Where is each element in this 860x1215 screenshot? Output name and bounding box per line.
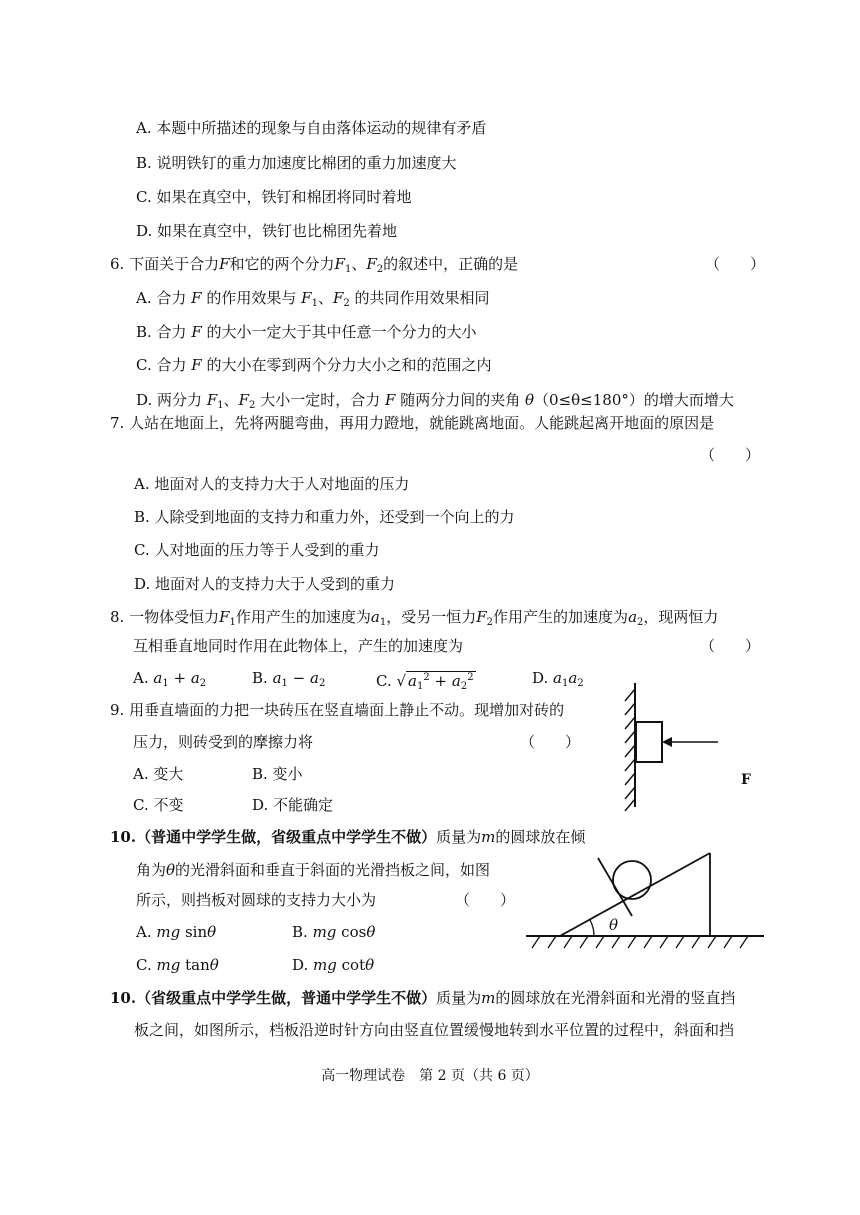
- q10a-option-d: D. mg cotθ: [292, 956, 375, 974]
- q9-stem-line2: 压力，则砖受到的摩擦力将: [133, 733, 314, 751]
- q8-option-a: A. $a_1 + a_2$: [133, 669, 207, 689]
- wall-hatching: [625, 689, 635, 811]
- q6-option-a: A. 合力 F 的作用效果与 $F_1$、$F_2$ 的共同作用效果相同: [136, 289, 490, 309]
- q10a-answer-paren: （ ）: [455, 891, 516, 909]
- q9-stem-line1: 9. 用垂直墙面的力把一块砖压在竖直墙面上静止不动。现增加对砖的: [110, 701, 565, 719]
- force-arrowhead: [662, 737, 672, 747]
- q10a-option-a: A. mg sinθ: [136, 923, 217, 941]
- q10a-option-b: B. mg cosθ: [292, 923, 376, 941]
- q6-option-d: D. 两分力 $F_1$、$F_2$ 大小一定时，合力 F 随两分力间的夹角 θ（0≤θ≤180°）的增大而增大: [136, 391, 734, 411]
- q6-answer-paren: （ ）: [705, 255, 766, 273]
- q9-option-c: C. 不变: [133, 796, 184, 814]
- q8-option-b: B. $a_1 - a_2$: [252, 669, 326, 689]
- incline-surface: [560, 853, 710, 936]
- q7-option-a: A. 地面对人的支持力大于人对地面的压力: [134, 475, 410, 493]
- q10a-stem-line3: 所示，则挡板对圆球的支持力大小为: [136, 891, 377, 909]
- q8-option-c: C. √ $a_1^2 + a_2^2$: [376, 672, 474, 692]
- q7-option-c: C. 人对地面的压力等于人受到的重力: [134, 541, 380, 559]
- q7-option-b: B. 人除受到地面的支持力和重力外，还受到一个向上的力: [134, 508, 515, 526]
- q10a-option-c: C. mg tanθ: [136, 956, 219, 974]
- q8-stem-line2: 互相垂直地同时作用在此物体上，产生的加速度为: [133, 637, 464, 655]
- angle-arc: [590, 920, 594, 936]
- q8-answer-paren: （ ）: [700, 637, 761, 655]
- q8-stem-line1: 8. 一物体受恒力$F_1$作用产生的加速度为$a_1$，受另一恒力$F_2$作用产生的加速度为$a_2$，现两恒力: [110, 608, 719, 628]
- q7-answer-paren: （ ）: [700, 446, 761, 464]
- q7-option-d: D. 地面对人的支持力大于人受到的重力: [134, 575, 396, 593]
- q8-option-d: D. $a_1a_2$: [532, 669, 584, 689]
- q10b-stem-line2: 板之间，如图所示，档板沿逆时针方向由竖直位置缓慢地转到水平位置的过程中，斜面和挡: [134, 1021, 735, 1039]
- angle-theta-label: θ: [609, 916, 619, 934]
- brick: [636, 722, 662, 762]
- q6-option-b: B. 合力 F 的大小一定大于其中任意一个分力的大小: [136, 323, 477, 341]
- page-footer: 高一物理试卷 第 2 页（共 6 页）: [321, 1068, 539, 1084]
- q5-option-a: A. 本题中所描述的现象与自由落体运动的规律有矛盾: [136, 119, 487, 137]
- q5-option-b: B. 说明铁钉的重力加速度比棉团的重力加速度大: [136, 154, 457, 172]
- q10b-stem-line1: 10.（省级重点中学学生做，普通中学学生不做）质量为m的圆球放在光滑斜面和光滑的竖直挡: [110, 989, 736, 1007]
- q9-answer-paren: （ ）: [520, 733, 581, 751]
- q9-option-d: D. 不能确定: [252, 796, 334, 814]
- q5-option-c: C. 如果在真空中，铁钉和棉团将同时着地: [136, 188, 412, 206]
- q6-option-c: C. 合力 F 的大小在零到两个分力大小之和的范围之内: [136, 356, 492, 374]
- q10a-stem-line1: 10.（普通中学学生做，省级重点中学学生不做）质量为m的圆球放在倾: [110, 828, 586, 846]
- force-label: F: [741, 772, 751, 788]
- q5-option-d: D. 如果在真空中，铁钉也比棉团先着地: [136, 222, 398, 240]
- ground-hatching: [532, 936, 748, 948]
- q10-incline-figure: [520, 848, 770, 958]
- q9-option-b: B. 变小: [252, 765, 303, 783]
- ball: [613, 861, 651, 899]
- q10a-stem-line2: 角为θ的光滑斜面和垂直于斜面的光滑挡板之间，如图: [136, 861, 491, 879]
- q9-option-a: A. 变大: [133, 765, 184, 783]
- q6-stem: 6. 下面关于合力F和它的两个分力$F_1$、$F_2$的叙述中，正确的是: [110, 255, 519, 275]
- q9-wall-brick-figure: [600, 675, 770, 815]
- q7-stem: 7. 人站在地面上，先将两腿弯曲，再用力蹬地，就能跳离地面。人能跳起离开地面的原因是: [110, 414, 715, 432]
